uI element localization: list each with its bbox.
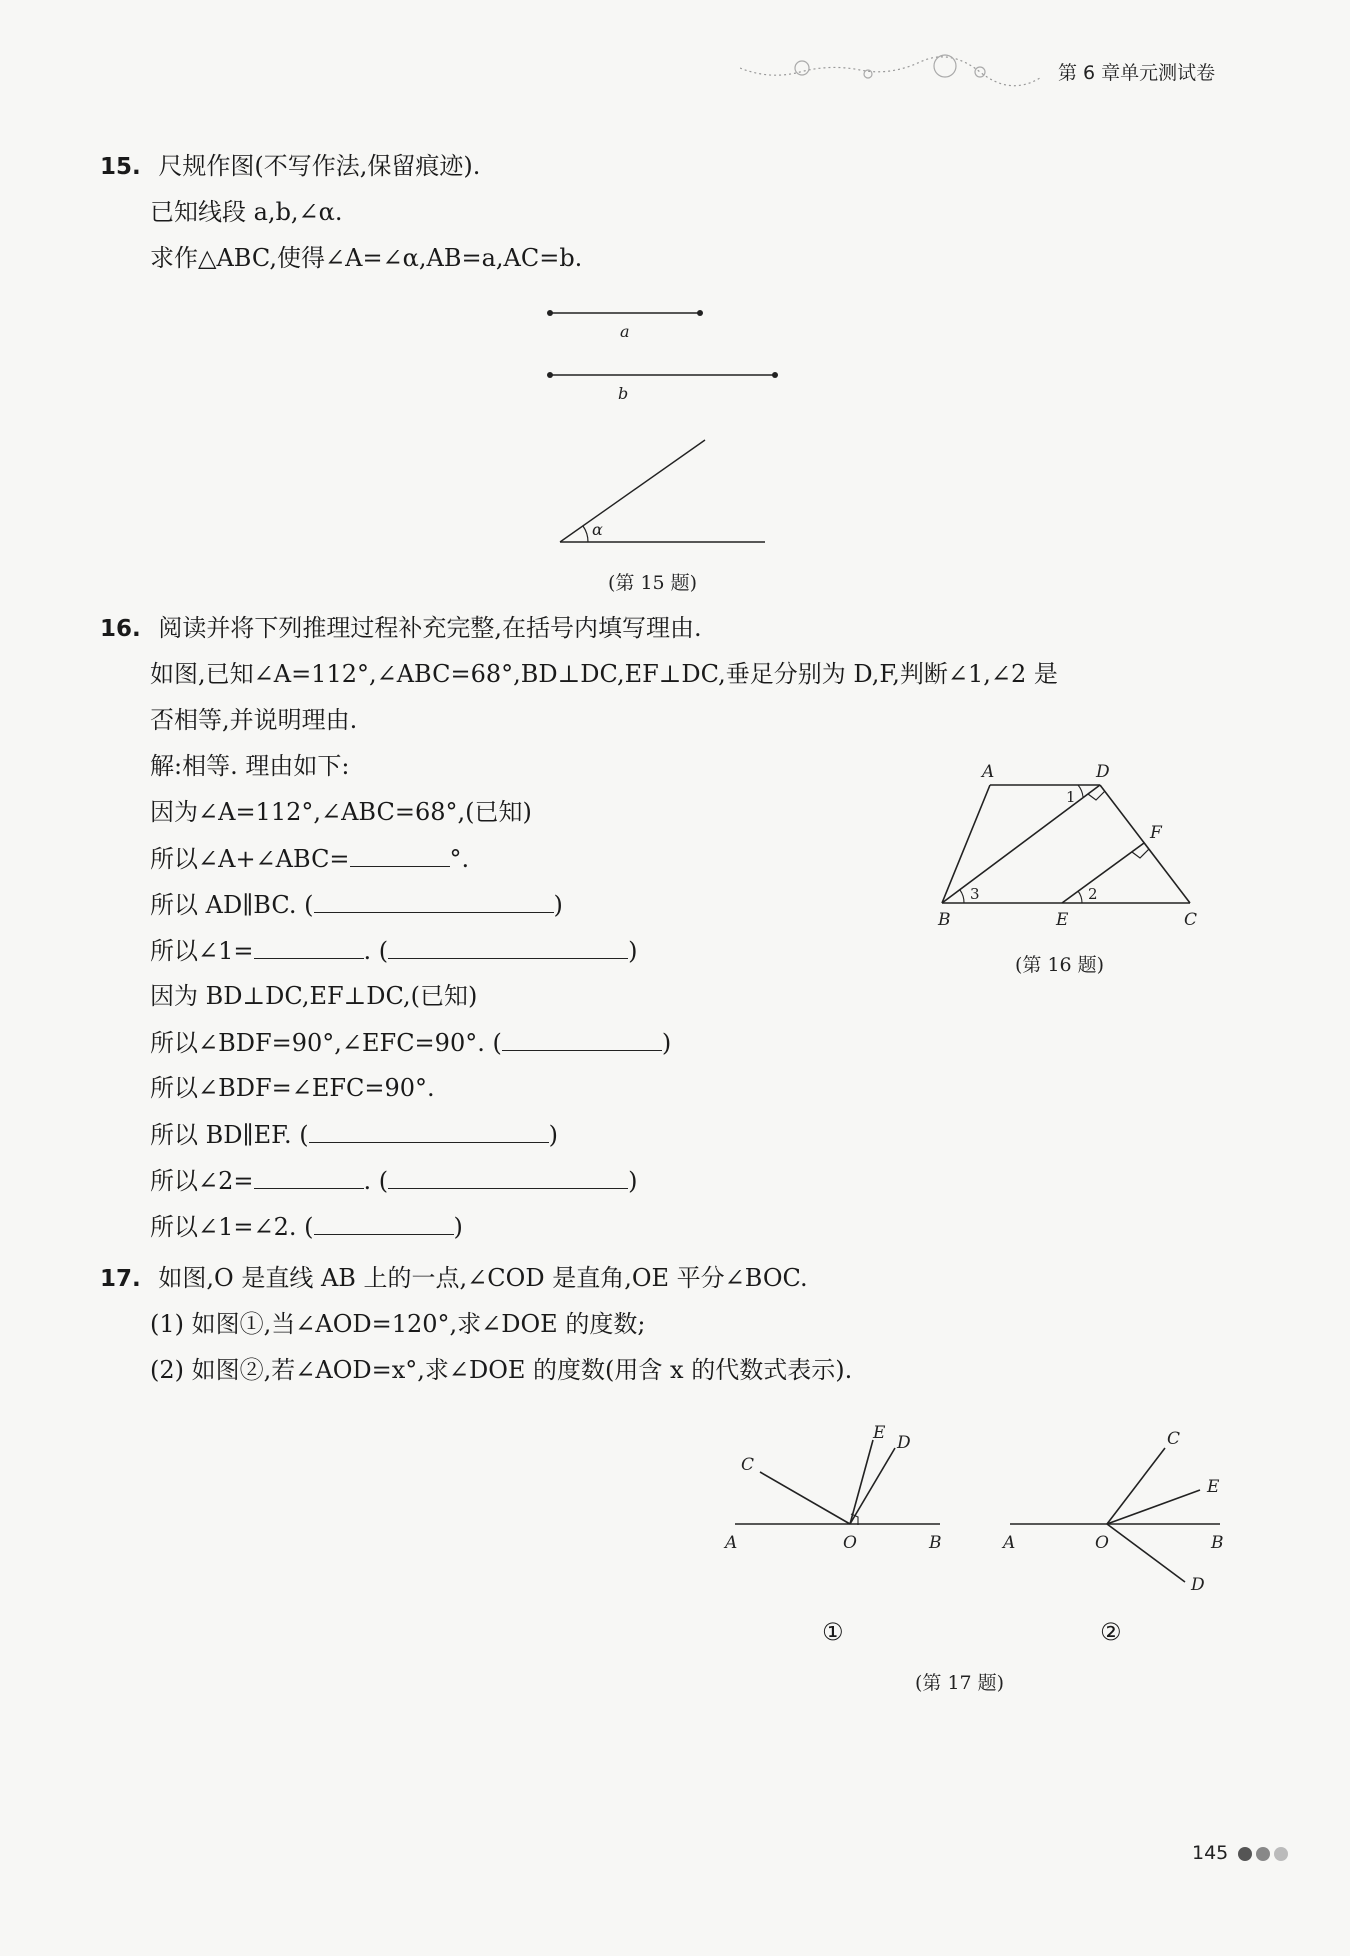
step4-text: 所以 AD∥BC. (: [150, 891, 314, 919]
q16-line-intro: [100, 612, 702, 645]
q16-step2: 因为∠A=112°,∠ABC=68°,(已知): [150, 798, 532, 826]
blank-sum[interactable]: [350, 842, 450, 867]
blank-reason-7[interactable]: [502, 1026, 662, 1051]
fig1-label-C: C: [741, 1455, 755, 1475]
q16-step5: [150, 934, 638, 967]
step7-text: 所以∠BDF=90°,∠EFC=90°. (: [150, 1029, 502, 1057]
q16-number: 16.: [100, 616, 141, 642]
q16-step9: [150, 1118, 558, 1151]
angle-side-2: [560, 440, 705, 542]
angle-arc: [583, 526, 588, 542]
q16-step3: [150, 842, 469, 875]
blank-reason-5[interactable]: [388, 934, 628, 959]
step5-suffix: ): [628, 937, 638, 965]
step5-mid: . (: [363, 937, 389, 965]
label-B: B: [938, 910, 951, 930]
q17-fig1-mark: ①: [822, 1618, 844, 1646]
fig2-label-C: C: [1167, 1429, 1181, 1449]
q16-step4: [150, 888, 563, 921]
ray-OD: [1107, 1524, 1185, 1582]
blank-reason-4[interactable]: [314, 888, 554, 913]
chapter-title: 第 6 章单元测试卷: [1058, 62, 1216, 84]
fig1-label-A: A: [725, 1533, 738, 1553]
fig2-label-O: O: [1095, 1533, 1109, 1553]
q17-figure1: [715, 1410, 955, 1560]
q17-part1: (1) 如图①,当∠AOD=120°,求∠DOE 的度数;: [150, 1310, 646, 1338]
fig2-label-E: E: [1207, 1477, 1220, 1497]
label-C: C: [1184, 910, 1198, 930]
fig1-label-O: O: [843, 1533, 857, 1553]
q16-given1: 如图,已知∠A=112°,∠ABC=68°,BD⊥DC,EF⊥DC,垂足分别为 D,F,判断∠1,∠2 是: [150, 660, 1058, 688]
label-a: a: [620, 322, 630, 341]
blank-reason-9[interactable]: [309, 1118, 549, 1143]
blank-reason-10[interactable]: [388, 1164, 628, 1189]
segment-a-end: [697, 310, 703, 316]
page-footer: [1192, 1842, 1288, 1864]
q15-text3: 求作△ABC,使得∠A=∠α,AB=a,AC=b.: [150, 244, 583, 272]
segment-b-end: [772, 372, 778, 378]
ray-OE: [850, 1440, 873, 1524]
q15-line1: [100, 150, 480, 183]
q17-part2: (2) 如图②,若∠AOD=x°,求∠DOE 的度数(用含 x 的代数式表示).: [150, 1356, 853, 1384]
q15-figure: [530, 295, 790, 555]
blank-angle-2[interactable]: [254, 1164, 364, 1189]
blank-reason-11[interactable]: [314, 1210, 454, 1235]
blank-angle-1[interactable]: [254, 934, 364, 959]
fig2-label-D: D: [1191, 1575, 1205, 1595]
arc-angle-2: [1078, 891, 1082, 903]
label-angle-2: 2: [1088, 885, 1098, 903]
q16-given2: 否相等,并说明理由.: [150, 706, 358, 734]
q17-fig2-mark: ②: [1100, 1618, 1122, 1646]
page-number: 145: [1192, 1842, 1229, 1864]
label-F: F: [1150, 823, 1162, 843]
step10-text: 所以∠2=: [150, 1167, 254, 1195]
step9-suffix: ): [548, 1121, 559, 1149]
fig1-label-B: B: [929, 1533, 942, 1553]
header-decoration: [740, 50, 1060, 90]
q15-caption: (第 15 题): [608, 572, 698, 594]
side-DC: [1100, 785, 1190, 903]
fig1-label-D: D: [897, 1433, 911, 1453]
q16-step10: [150, 1164, 638, 1197]
step10-suffix: ): [628, 1167, 638, 1195]
step11-text: 所以∠1=∠2. (: [150, 1213, 314, 1241]
q16-figure: [920, 755, 1220, 935]
label-A: A: [982, 762, 995, 782]
q17-number: 17.: [100, 1266, 141, 1292]
label-angle-3: 3: [970, 885, 980, 903]
label-b: b: [618, 384, 629, 403]
step9-text: 所以 BD∥EF. (: [150, 1121, 309, 1149]
segment-a-start: [547, 310, 553, 316]
segment-EF: [1062, 843, 1144, 903]
ray-OC: [760, 1472, 850, 1524]
q16-step1: 解:相等. 理由如下:: [150, 752, 350, 780]
q17-caption: (第 17 题): [915, 1672, 1005, 1694]
step3-suffix: °.: [449, 845, 470, 873]
q16-step6: 因为 BD⊥DC,EF⊥DC,(已知): [150, 982, 478, 1010]
step7-suffix: ): [661, 1029, 672, 1057]
fig2-label-A: A: [1003, 1533, 1016, 1553]
footer-dot-3: [1274, 1847, 1288, 1861]
label-E: E: [1056, 910, 1069, 930]
arc-angle-3: [960, 890, 964, 903]
q15-number: 15.: [100, 154, 141, 180]
q16-step11: [150, 1210, 463, 1243]
segment-b-start: [547, 372, 553, 378]
arc-angle-1: [1078, 785, 1083, 797]
footer-dot-2: [1256, 1847, 1270, 1861]
q17-line-intro: [100, 1262, 808, 1295]
q17-intro: 如图,O 是直线 AB 上的一点,∠COD 是直角,OE 平分∠BOC.: [158, 1264, 808, 1292]
step4-suffix: ): [553, 891, 563, 919]
step10-mid: . (: [363, 1167, 389, 1195]
q16-caption: (第 16 题): [1015, 954, 1105, 976]
step11-suffix: ): [453, 1213, 463, 1241]
step5-text: 所以∠1=: [150, 937, 254, 965]
fig2-label-B: B: [1211, 1533, 1224, 1553]
q17-figure2: [995, 1410, 1235, 1600]
label-alpha: α: [592, 520, 603, 539]
fig1-label-E: E: [873, 1423, 886, 1443]
q15-text2: 已知线段 a,b,∠α.: [150, 198, 343, 226]
q15-text1: 尺规作图(不写作法,保留痕迹).: [158, 152, 481, 180]
q16-step8: 所以∠BDF=∠EFC=90°.: [150, 1074, 435, 1102]
ray-OD: [850, 1448, 895, 1524]
q16-step7: [150, 1026, 671, 1059]
step3-text: 所以∠A+∠ABC=: [150, 845, 350, 873]
q16-intro: 阅读并将下列推理过程补充完整,在括号内填写理由.: [158, 614, 702, 642]
footer-dot-1: [1238, 1847, 1252, 1861]
label-D: D: [1096, 762, 1110, 782]
label-angle-1: 1: [1066, 788, 1076, 806]
